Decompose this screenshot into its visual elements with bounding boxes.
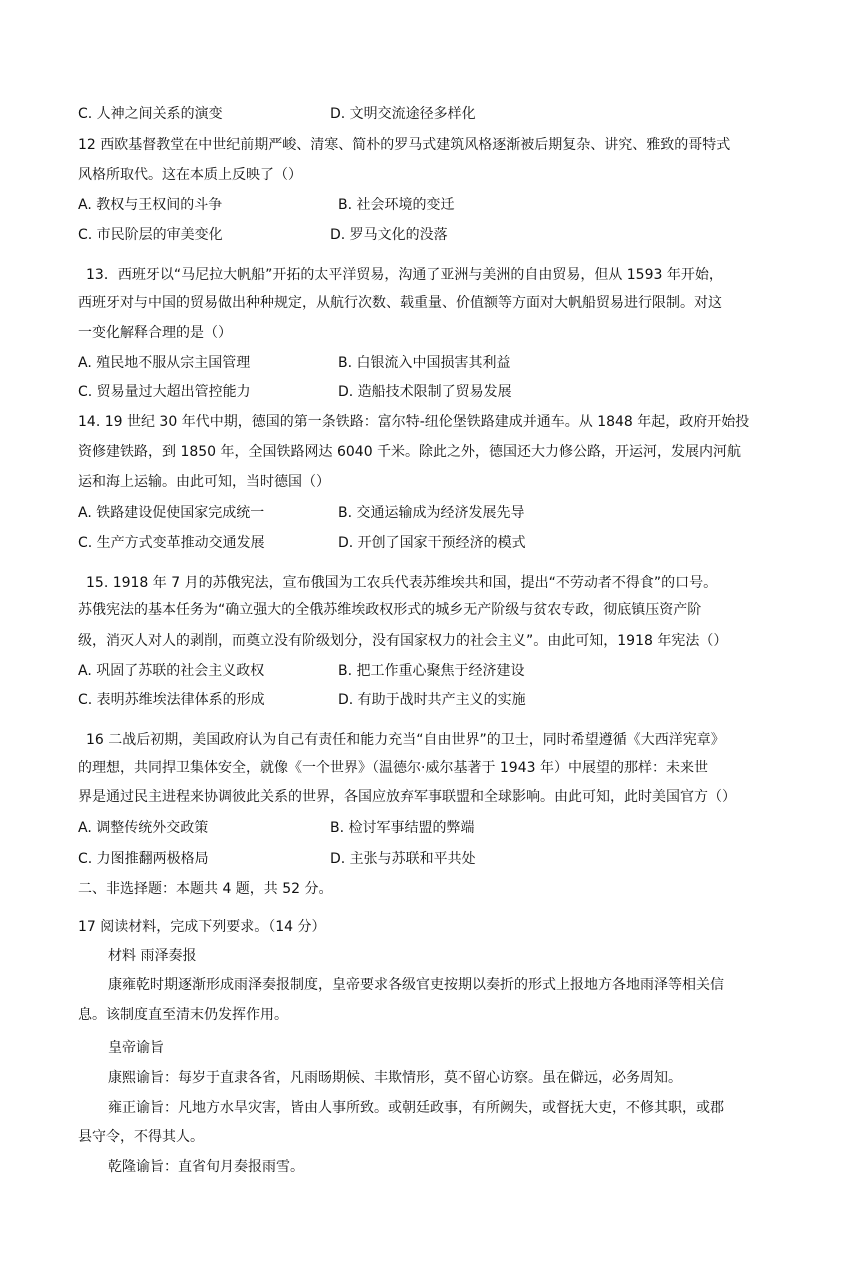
q14-option-b: B. 交通运输成为经济发展先导: [338, 505, 525, 521]
q13-option-d: D. 造船技术限制了贸易发展: [338, 384, 512, 400]
q16-option-d: D. 主张与苏联和平共处: [330, 851, 476, 867]
q11-option-c: C. 人神之间关系的演变: [78, 106, 223, 122]
q13-stem-line-3: 一变化解释合理的是（）: [78, 325, 232, 341]
q16-option-c: C. 力图推翻两极格局: [78, 851, 209, 867]
q13-stem-line-2: 西班牙对与中国的贸易做出种种规定，从航行次数、载重量、价值额等方面对大帆船贸易进行限制。对这: [78, 295, 722, 311]
q12-option-a: A. 教权与王权间的斗争: [78, 197, 223, 213]
q17-yongzheng-edict-line-2: 县守令，不得其人。: [78, 1129, 204, 1145]
q12-stem-line-2: 风格所取代。这在本质上反映了（）: [78, 167, 302, 183]
q16-option-a: A. 调整传统外交政策: [78, 820, 209, 836]
q17-paragraph-1-line-2: 息。该制度直至清末仍发挥作用。: [78, 1007, 288, 1023]
q17-material-title: 材料 雨泽奏报: [108, 948, 197, 964]
q12-option-d: D. 罗马文化的没落: [330, 227, 448, 243]
section-2-heading: 二、非选择题：本题共 4 题，共 52 分。: [78, 881, 333, 897]
q13-option-a: A. 殖民地不服从宗主国管理: [78, 355, 251, 371]
q13-option-c: C. 贸易量过大超出管控能力: [78, 384, 251, 400]
q11-option-d: D. 文明交流途径多样化: [330, 106, 476, 122]
q16-stem-line-3: 界是通过民主进程来协调彼此关系的世界，各国应放弃军事联盟和全球影响。由此可知，此时美国官方（）: [78, 789, 736, 805]
q14-stem-line-1: 14. 19 世纪 30 年代中期，德国的第一条铁路：富尔特-纽伦堡铁路建成并通车。从 1848 年起，政府开始投: [78, 414, 750, 430]
q16-option-b: B. 检讨军事结盟的弊端: [330, 820, 475, 836]
q15-stem-line-1: 15. 1918 年 7 月的苏俄宪法，宣布俄国为工农兵代表苏维埃共和国，提出“不劳动者不得食”的口号。: [86, 575, 718, 591]
q14-option-d: D. 开创了国家干预经济的模式: [338, 535, 526, 551]
q14-option-c: C. 生产方式变革推动交通发展: [78, 535, 265, 551]
q12-option-c: C. 市民阶层的审美变化: [78, 227, 223, 243]
q14-stem-line-3: 运和海上运输。由此可知，当时德国（）: [78, 474, 330, 490]
q17-qianlong-edict: 乾隆谕旨：直省旬月奏报雨雪。: [108, 1159, 304, 1175]
q17-edict-title: 皇帝谕旨: [108, 1040, 164, 1056]
q16-stem-line-1: 16 二战后初期，美国政府认为自己有责任和能力充当“自由世界”的卫士，同时希望遵循《大西洋宪章》: [86, 732, 725, 748]
q17-kangxi-edict: 康熙谕旨：每岁于直隶各省，凡雨旸期候、丰欺情形，莫不留心访察。虽在僻远，必务周知。: [108, 1070, 682, 1086]
q12-stem-line-1: 12 西欧基督教堂在中世纪前期严峻、清寒、简朴的罗马式建筑风格逐渐被后期复杂、讲究、雅致的哥特式: [78, 137, 731, 153]
q17-paragraph-1-line-1: 康雍乾时期逐渐形成雨泽奏报制度，皇帝要求各级官吏按期以奏折的形式上报地方各地雨泽等相关信: [108, 977, 724, 993]
q14-stem-line-2: 资修建铁路，到 1850 年，全国铁路网达 6040 千米。除此之外，德国还大力修公路，开运河，发展内河航: [78, 444, 742, 460]
q17-stem: 17 阅读材料，完成下列要求。（14 分）: [78, 919, 326, 935]
q17-yongzheng-edict-line-1: 雍正谕旨：凡地方水旱灾害，皆由人事所致。或朝廷政事，有所阙失，或督抚大吏，不修其职，或郡: [108, 1100, 724, 1116]
q13-option-b: B. 白银流入中国损害其利益: [338, 355, 511, 371]
q14-option-a: A. 铁路建设促使国家完成统一: [78, 505, 265, 521]
q15-stem-line-2: 苏俄宪法的基本任务为“确立强大的全俄苏维埃政权形式的城乡无产阶级与贫农专政，彻底镇压资产阶: [78, 602, 702, 618]
q15-option-c: C. 表明苏维埃法律体系的形成: [78, 692, 265, 708]
q15-option-d: D. 有助于战时共产主义的实施: [338, 692, 526, 708]
q13-stem-line-1: 13．西班牙以“马尼拉大帆船”开拓的太平洋贸易，沟通了亚洲与美洲的自由贸易，但从 1593 年开始，: [86, 267, 723, 283]
q15-option-a: A. 巩固了苏联的社会主义政权: [78, 663, 265, 679]
q16-stem-line-2: 的理想，共同捍卫集体安全，就像《一个世界》（温德尔·威尔基著于 1943 年）中展望的那样：未来世: [78, 760, 708, 776]
q12-option-b: B. 社会环境的变迁: [338, 197, 455, 213]
q15-option-b: B. 把工作重心聚焦于经济建设: [338, 663, 525, 679]
q15-stem-line-3: 级，消灭人对人的剥削，而奠立没有阶级划分，没有国家权力的社会主义”。由此可知，1918 年宪法（）: [78, 633, 728, 649]
